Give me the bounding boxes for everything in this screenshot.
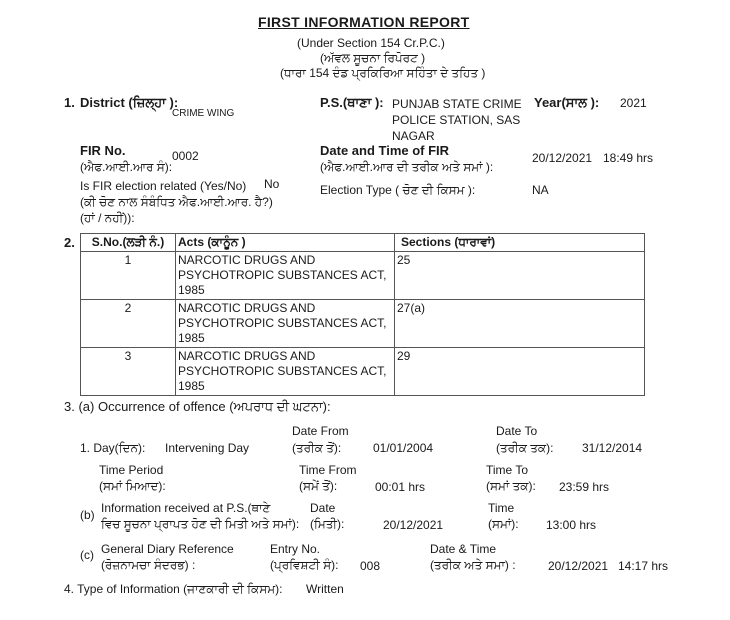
time-to-value: 23:59 hrs xyxy=(559,480,610,494)
sno-header: S.No.(ਲੜੀ ਨੰ.) xyxy=(81,234,176,252)
fir-time-value: 18:49 hrs xyxy=(603,151,654,165)
date-to-value: 31/12/2014 xyxy=(582,441,643,455)
table-row xyxy=(81,252,645,300)
act-cell: NARCOTIC DRUGS AND PSYCHOTROPIC SUBSTANCES ACT, 1985 xyxy=(176,348,395,396)
item-b-mark: (b) xyxy=(80,508,95,522)
gd-datetime-punjabi: (ਤਰੀਕ ਅਤੇ ਸਮਾ) : xyxy=(430,558,516,572)
gd-reference-label-punjabi: (ਰੋਜ਼ਨਾਮਚਾ ਸੰਦਰਭ) : xyxy=(101,558,196,572)
section-cell: 29 xyxy=(395,348,645,396)
info-date-heading: Date xyxy=(310,501,336,515)
date-to-punjabi: (ਤਰੀਕ ਤਕ): xyxy=(496,441,554,455)
date-from-value: 01/01/2004 xyxy=(373,441,434,455)
sno-cell: 3 xyxy=(81,348,176,396)
act-cell: NARCOTIC DRUGS AND PSYCHOTROPIC SUBSTANCES ACT, 1985 xyxy=(176,300,395,348)
entry-no-punjabi: (ਪ੍ਰਵਿਸ਼ਟੀ ਸੰ): xyxy=(270,558,339,572)
punjabi-section: (ਧਾਰਾ 154 ਦੰਡ ਪ੍ਰਕਿਰਿਆ ਸਹਿੰਤਾ ਦੇ ਤਹਿਤ ) xyxy=(280,66,486,80)
election-question: Is FIR election related (Yes/No) xyxy=(80,179,247,193)
report-title: FIRST INFORMATION REPORT xyxy=(258,14,470,30)
acts-header: Acts (ਕਾਨੂੰਨ ) xyxy=(176,234,395,252)
fir-label-punjabi: (ਐਫ.ਆਈ.ਆਰ ਸੰ): xyxy=(80,160,173,174)
info-type-value: Written xyxy=(306,582,344,596)
info-date-value: 20/12/2021 xyxy=(383,518,444,532)
info-time-punjabi: (ਸਮਾਂ): xyxy=(488,517,519,531)
election-question-punjabi-1: (ਕੀ ਚੋਣ ਨਾਲ ਸੰਬੰਧਿਤ ਐਫ.ਆਈ.ਆਰ. ਹੈ?) xyxy=(80,195,273,209)
act-cell: NARCOTIC DRUGS AND PSYCHOTROPIC SUBSTANCES ACT, 1985 xyxy=(176,252,395,300)
date-to-heading: Date To xyxy=(496,424,538,438)
ps-label: P.S.(ਥਾਣਾ ): xyxy=(320,95,384,110)
time-to-heading: Time To xyxy=(486,463,529,477)
district-label: District (ਜ਼ਿਲ੍ਹਾ ): xyxy=(80,95,179,110)
gd-reference-label: General Diary Reference xyxy=(101,542,234,556)
gd-date-value: 20/12/2021 xyxy=(548,559,609,573)
table-row xyxy=(81,300,645,348)
section-cell: 25 xyxy=(395,252,645,300)
election-value: No xyxy=(264,177,280,191)
under-section: (Under Section 154 Cr.P.C.) xyxy=(297,36,445,50)
fir-value: 0002 xyxy=(172,149,199,163)
info-received-label-punjabi: ਵਿਚ ਸੂਚਨਾ ਪ੍ਰਾਪਤ ਹੋਣ ਦੀ ਮਿਤੀ ਅਤੇ ਸਮਾਂ): xyxy=(101,517,300,531)
acts-table-header xyxy=(81,234,645,252)
sections-header: Sections (ਧਾਰਾਵਾਂ) xyxy=(395,234,645,252)
info-date-punjabi: (ਮਿਤੀ): xyxy=(310,517,345,531)
gd-datetime-heading: Date & Time xyxy=(430,542,497,556)
section-cell: 27(a) xyxy=(395,300,645,348)
occurrence-label: 3. (a) Occurrence of offence (ਅਪਰਾਧ ਦੀ ਘਟਨਾ): xyxy=(64,399,331,414)
time-period-punjabi: (ਸਮਾਂ ਮਿਆਦ): xyxy=(99,479,166,493)
district-value: CRIME WING xyxy=(172,108,235,119)
item-c-mark: (c) xyxy=(80,548,94,562)
election-type-value: NA xyxy=(532,183,549,197)
election-question-punjabi-2: (ਹਾਂ / ਨਹੀਂ)): xyxy=(80,211,135,225)
fir-label: FIR No. xyxy=(80,143,126,158)
day-value: Intervening Day xyxy=(165,441,250,455)
time-from-value: 00:01 hrs xyxy=(375,480,426,494)
info-type-label: 4. Type of Information (ਜਾਣਕਾਰੀ ਦੀ ਕਿਸਮ): xyxy=(64,582,283,596)
entry-no-value: 008 xyxy=(360,559,381,573)
info-received-label: Information received at P.S.(ਥਾਣੇ xyxy=(101,501,271,515)
fir-datetime-label: Date and Time of FIR xyxy=(320,143,450,158)
date-from-punjabi: (ਤਰੀਕ ਤੋਂ): xyxy=(292,441,342,455)
punjabi-title: (ਅੱਵਲ ਸੂਚਨਾ ਰਿਪੋਰਟ ) xyxy=(320,51,426,65)
entry-no-heading: Entry No. xyxy=(270,542,321,556)
time-to-punjabi: (ਸਮਾਂ ਤਕ): xyxy=(486,479,536,493)
year-value: 2021 xyxy=(620,96,647,110)
section-1-number: 1. xyxy=(64,95,75,110)
table-row xyxy=(81,348,645,396)
ps-value: PUNJAB STATE CRIME POLICE STATION, SAS NAGAR xyxy=(392,97,522,143)
gd-time-value: 14:17 hrs xyxy=(618,559,669,573)
year-label: Year(ਸਾਲ ): xyxy=(534,95,600,110)
date-from-heading: Date From xyxy=(292,424,349,438)
fir-date-value: 20/12/2021 xyxy=(532,151,593,165)
time-from-heading: Time From xyxy=(299,463,357,477)
acts-table xyxy=(80,233,645,396)
election-type-label: Election Type ( ਚੋਣ ਦੀ ਕਿਸਮ ): xyxy=(320,183,476,197)
day-label: 1. Day(ਦਿਨ): xyxy=(80,441,146,455)
fir-datetime-label-punjabi: (ਐਫ.ਆਈ.ਆਰ ਦੀ ਤਰੀਕ ਅਤੇ ਸਮਾਂ ): xyxy=(320,160,494,174)
sno-cell: 2 xyxy=(81,300,176,348)
sno-cell: 1 xyxy=(81,252,176,300)
info-time-value: 13:00 hrs xyxy=(546,518,597,532)
time-from-punjabi: (ਸਮੇਂ ਤੋਂ): xyxy=(299,479,338,493)
section-2-number: 2. xyxy=(64,235,75,250)
info-time-heading: Time xyxy=(488,501,515,515)
time-period-heading: Time Period xyxy=(99,463,164,477)
